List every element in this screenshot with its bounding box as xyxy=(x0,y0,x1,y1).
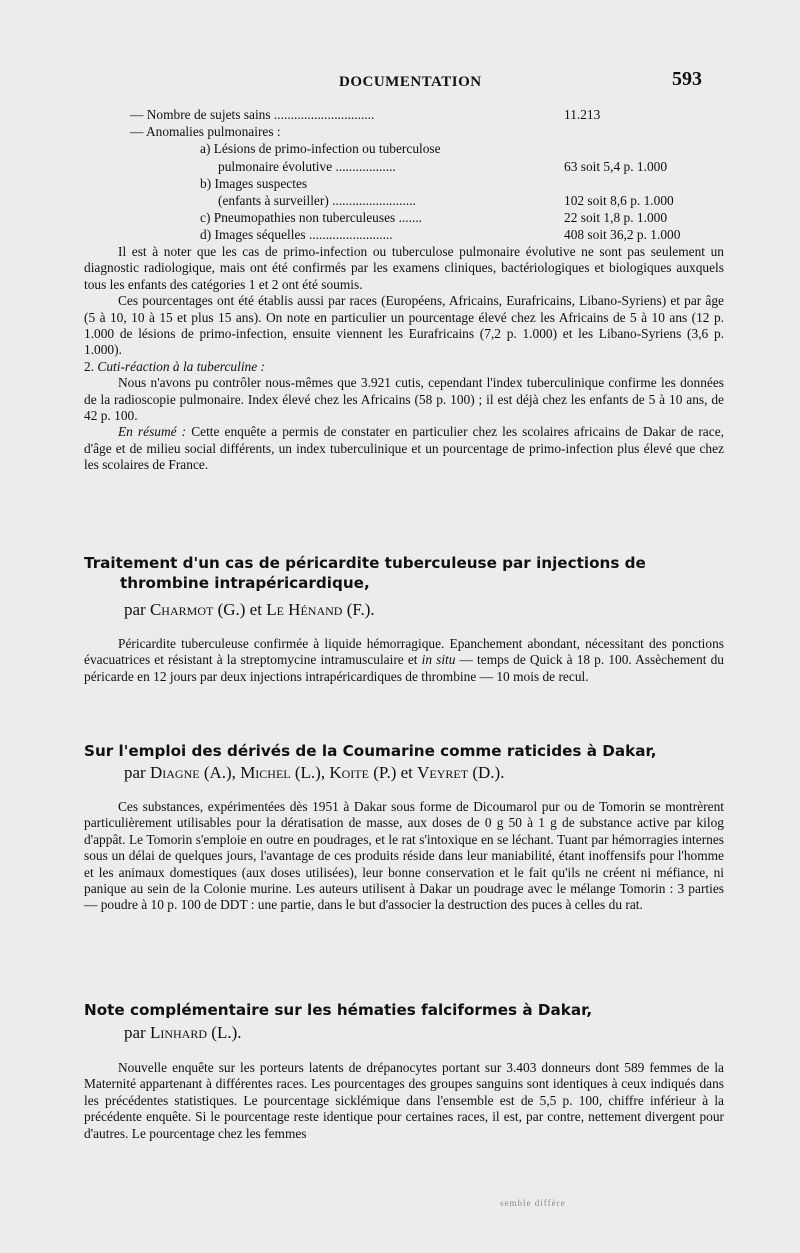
article-byline xyxy=(124,600,375,620)
paragraph: Nous n'avons pu contrôler nous-mêmes que 3.921 cutis, cependant l'index tuberculinique confirme les données de la radioscopie pulmonaire. Index élevé chez les Africains (58 p. 100) ; il est déjà chez les enfants de 5 à 10 ans, de 42 p. 100. xyxy=(84,375,724,424)
text-run: Péricardite tuberculeuse confirmée à liquide hémorragique. Epanchement abondant, nécessitant des ponctions évacuatrices et résistant à la streptomycine intramusculaire et xyxy=(84,636,724,668)
stat-row xyxy=(130,192,730,209)
stat-label: pulmonaire évolutive .................. xyxy=(218,158,396,174)
subheading xyxy=(84,359,724,375)
statistics-table xyxy=(130,106,730,244)
author-initial: (P.) xyxy=(373,763,397,782)
paragraph xyxy=(84,424,724,473)
article-title xyxy=(84,1000,734,1020)
author-initial: (F.). xyxy=(346,600,375,619)
author-name: Veyret xyxy=(417,763,469,782)
paragraph xyxy=(84,636,724,685)
bleed-through-text: semble diffère xyxy=(500,1198,566,1208)
stat-label: (enfants à surveiller) ......................... xyxy=(218,192,416,208)
author-name: Michel xyxy=(240,763,291,782)
text-run-italic: in situ xyxy=(421,652,456,668)
stat-value: 11.213 xyxy=(564,107,601,122)
stat-value: 102 soit 8,6 p. 1.000 xyxy=(564,192,674,208)
article-title-line: Traitement d'un cas de péricardite tuberculeuse par injections de xyxy=(84,554,646,572)
paragraph: Ces pourcentages ont été établis aussi par races (Européens, Africains, Eurafricains, Libano-Syriens) et par âge (5 à 10, 10 à 15 et plus 15 ans). On note en particulier un pourcentage élevé chez les Africains de 5 à 10 ans (12 p. 1.000 de lésions de primo-infection, ensuite viennent les Eurafricains (7,2 p. 1.000) et les Libano-Syriens (3,6 p. 1.000). xyxy=(84,293,724,358)
stat-row xyxy=(130,209,730,226)
author-name: Charmot xyxy=(149,600,214,619)
author-initial: (D.). xyxy=(472,763,505,782)
author-initial: (G.) xyxy=(217,600,246,619)
stat-label: d) Images séquelles ......................... xyxy=(200,227,393,243)
stat-label: c) Pneumopathies non tuberculeuses ....... xyxy=(200,210,423,226)
byline-et: et xyxy=(400,763,413,782)
article-byline xyxy=(124,763,504,783)
byline-et: et xyxy=(249,600,262,619)
stat-label: — Anomalies pulmonaires : xyxy=(130,124,281,140)
summary-text: Cette enquête a permis de constater en particulier chez les scolaires africains de Dakar de race, d'âge et de milieu social différents, un index tuberculinique et un pourcentage de primo-infection plus élevé que chez les scolaires de France. xyxy=(84,424,724,473)
stat-row xyxy=(130,106,730,123)
paragraph: Il est à noter que les cas de primo-infection ou tuberculose pulmonaire évolutive ne sont pas seulement un diagnostic radiologique, mais ont été confirmés par les examens cliniques, bactériologiques et biologiques auxquels tous les enfants des catégories 1 et 2 ont été soumis. xyxy=(84,244,724,292)
article-body xyxy=(84,636,724,685)
page-number: 593 xyxy=(672,68,702,90)
article-title-line: thrombine intrapéricardique, xyxy=(120,574,370,592)
author-name: Le Hénand xyxy=(266,600,343,619)
stat-value: 22 soit 1,8 p. 1.000 xyxy=(564,210,668,226)
subheading-number: 2. xyxy=(84,358,95,374)
article-body xyxy=(84,799,724,914)
author-name: Diagne xyxy=(149,763,200,782)
stat-label: b) Images suspectes xyxy=(200,175,308,191)
summary-lead: En résumé : xyxy=(118,424,187,440)
text-run: — temps de Quick à 18 p. 100. Assèchement du péricarde en 12 jours par deux injections intrapéricardiques de thrombine — 10 mois de recul. xyxy=(84,652,724,684)
stat-row xyxy=(130,140,730,157)
running-header: DOCUMENTATION xyxy=(339,74,482,90)
stat-value: 408 soit 36,2 p. 1.000 xyxy=(564,227,681,243)
byline-par: par xyxy=(124,763,146,782)
stat-row xyxy=(130,226,730,243)
subheading-text: Cuti-réaction à la tuberculine : xyxy=(97,358,266,374)
article-title xyxy=(84,741,734,761)
stat-label: — Nombre de sujets sains .............................. xyxy=(130,107,375,122)
stat-row xyxy=(130,158,730,175)
stat-value: 63 soit 5,4 p. 1.000 xyxy=(564,158,668,174)
stat-row xyxy=(130,175,730,192)
article-title-line: Note complémentaire sur les hématies falciformes à Dakar, xyxy=(84,1001,593,1019)
author-initial: (A.), xyxy=(203,763,236,782)
paragraph: Ces substances, expérimentées dès 1951 à Dakar sous forme de Dicoumarol pur ou de Tomorin se montrèrent particulièrement utilisables pour la dératisation de masse, aux doses de 0 g 50 à 1 g de substance active par kilog d'appât. Le Tomorin s'emploie en outre en poudrages, et le rat s'intoxique en se léchant. Tuant par hémorragies internes sous un délai de quelques jours, l'avantage de ces produits réside dans leur maniabilité, étant inoffensifs pour l'homme et les animaux domestiques (aux doses utilisées), leur bonne conservation et le fait qu'ils ne créent ni méfiance, ni panique au sein de la Colonie murine. Les auteurs utilisent à Dakar un poudrage avec le mélange Tomorin : 3 parties — poudre à 10 p. 100 de DDT : une partie, dans le but d'associer la destruction des puces à celles du rat. xyxy=(84,799,724,913)
byline-par: par xyxy=(124,1023,146,1042)
article-title xyxy=(84,553,734,593)
author-name: Koite xyxy=(329,763,369,782)
paragraph: Nouvelle enquête sur les porteurs latents de drépanocytes portant sur 3.403 donneurs dont 589 femmes de la Maternité appartenant à différentes races. Les pourcentages des groupes sanguins sont identiques à ceux indiqués dans les précédentes statistiques. Le pourcentage sicklémique dans l'ensemble est de 5,5 p. 100, chiffre inférieur à la précédente enquête. Si le pourcentage reste identique pour certaines races, il est, par contre, nettement divergent pour d'autres. Le pourcentage chez les femmes xyxy=(84,1060,724,1141)
author-initial: (L.), xyxy=(294,763,326,782)
article-byline xyxy=(124,1023,242,1043)
article-body xyxy=(84,1060,724,1142)
author-name: Linhard xyxy=(149,1023,208,1042)
stat-label: a) Lésions de primo-infection ou tuberculose xyxy=(200,141,441,157)
stat-row xyxy=(130,123,730,140)
byline-par: par xyxy=(124,600,146,619)
author-initial: (L.). xyxy=(211,1023,242,1042)
article-title-line: Sur l'emploi des dérivés de la Coumarine comme raticides à Dakar, xyxy=(84,742,657,760)
section-continuation xyxy=(84,244,724,474)
